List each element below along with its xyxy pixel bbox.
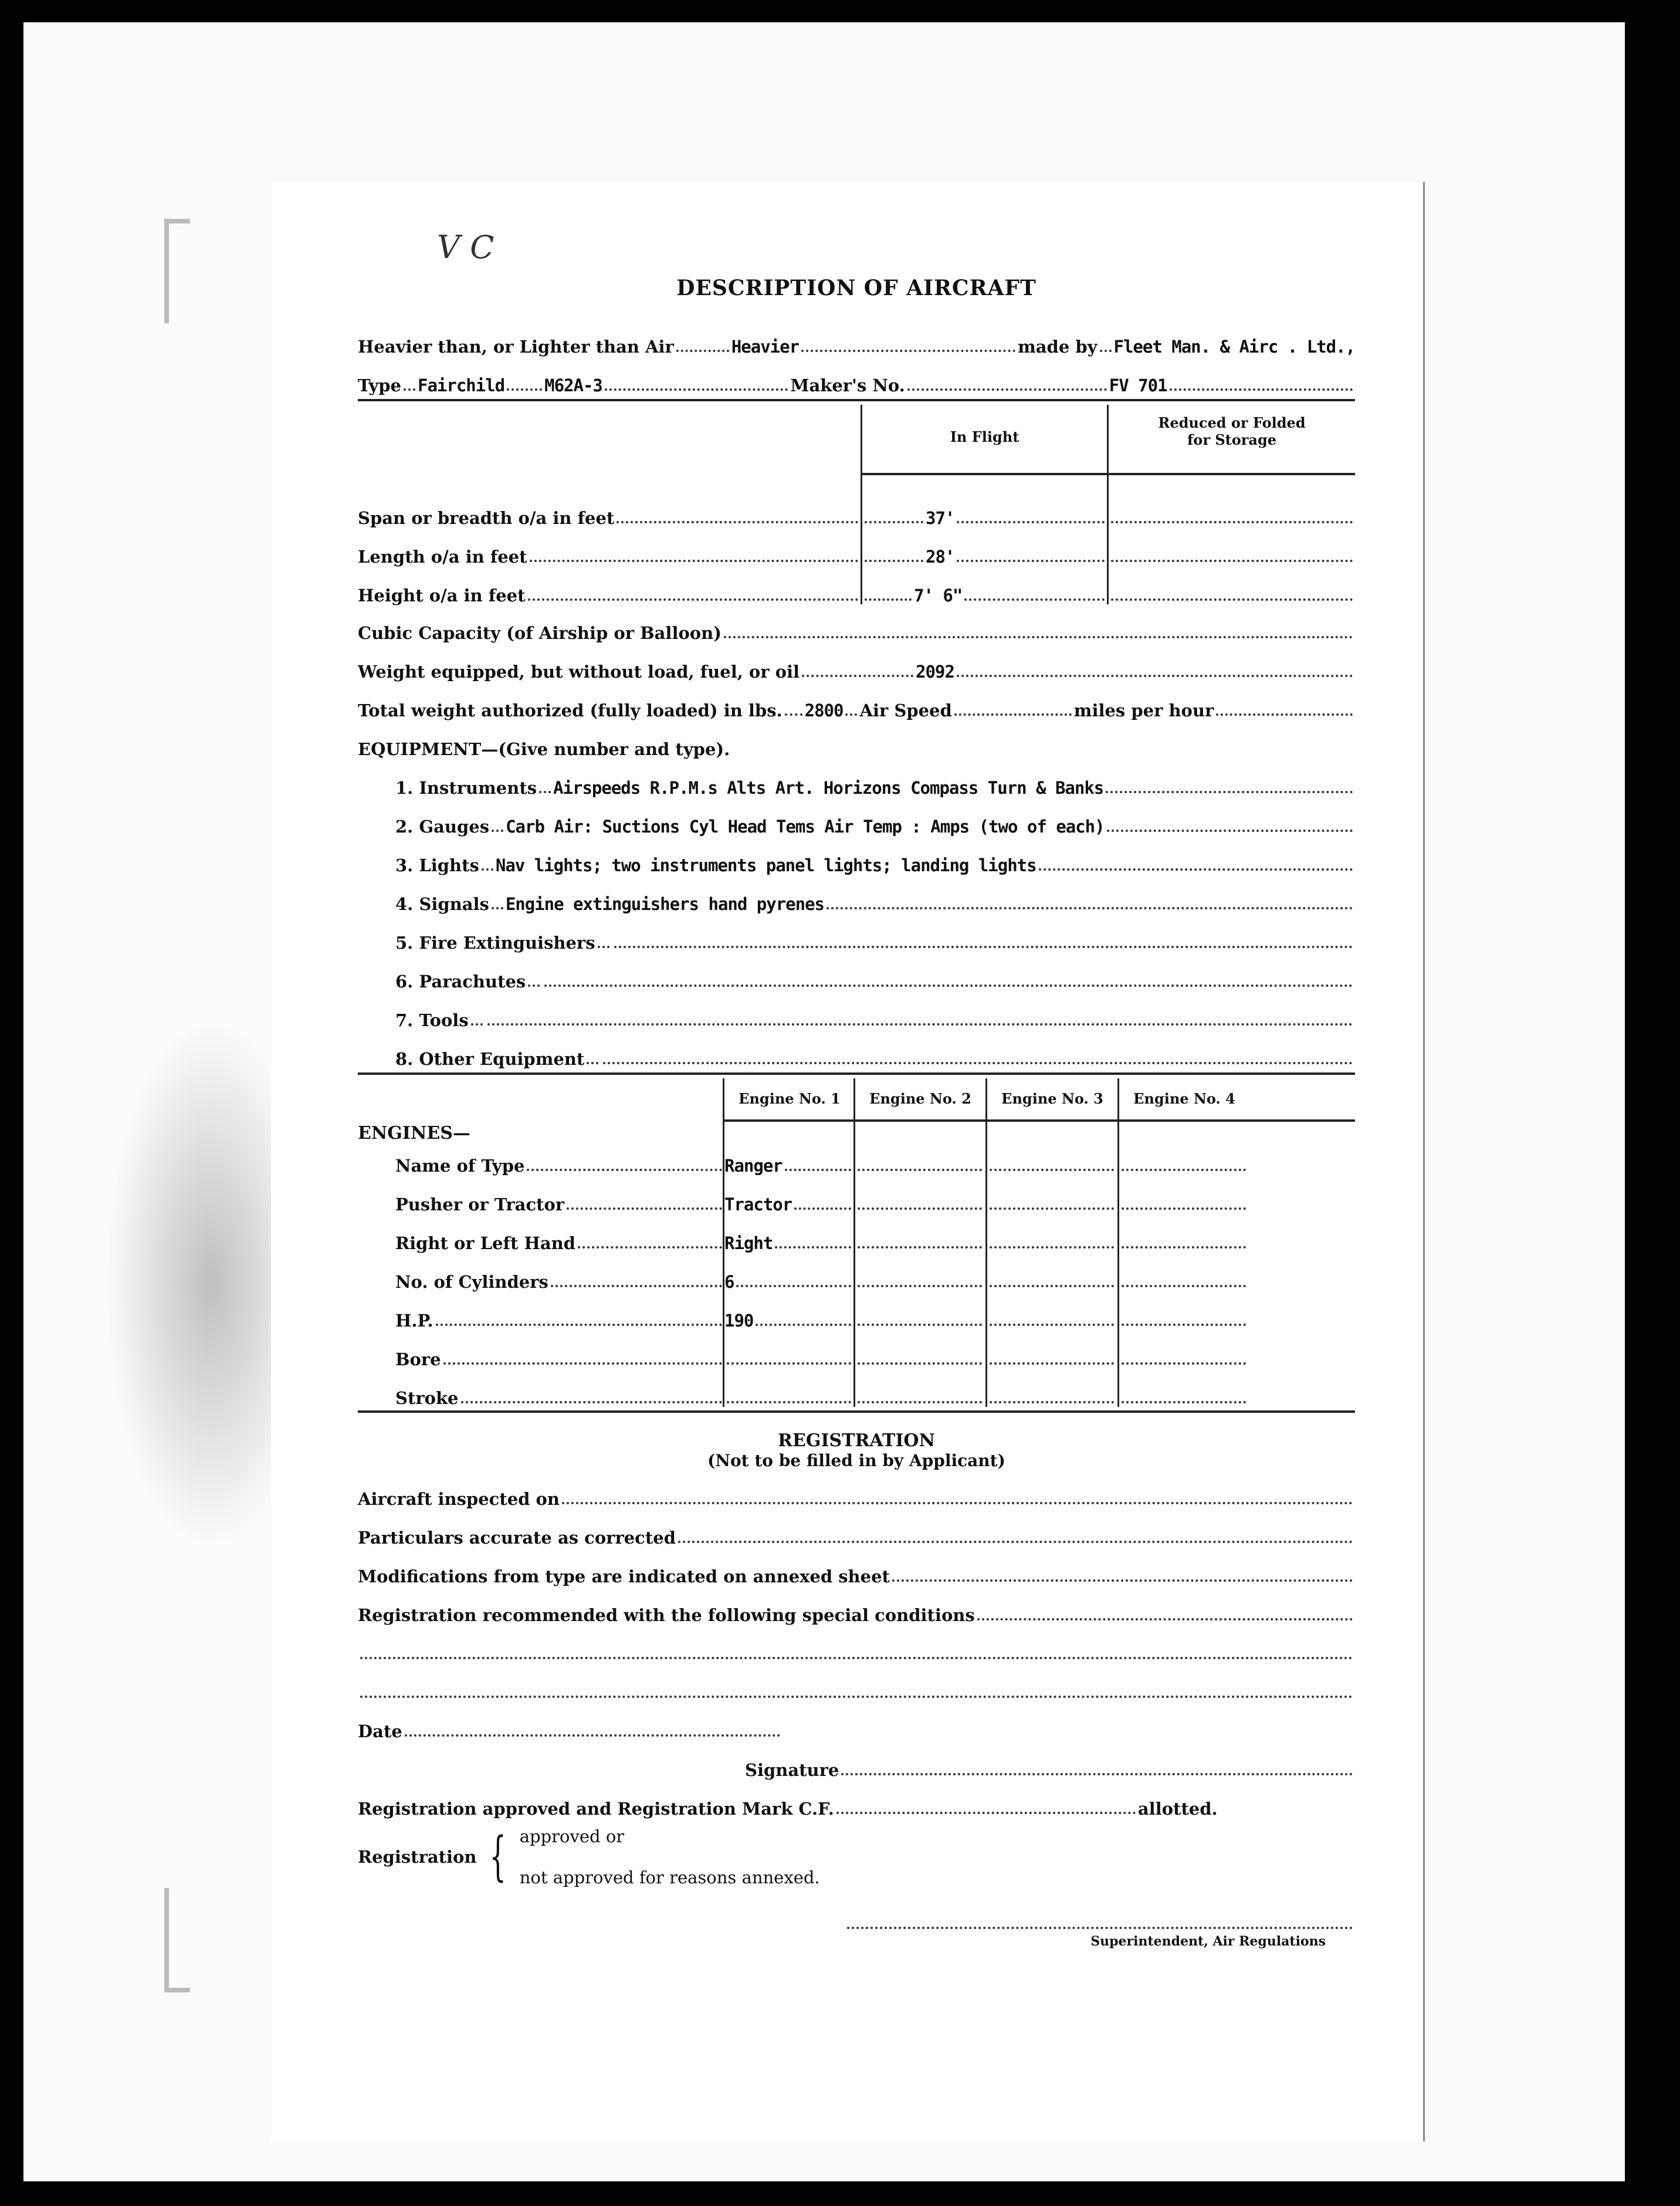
equipment-row [358,759,1355,798]
crop-mark-top-left [164,219,190,323]
type-row [358,357,1355,395]
equipment-heading-row [358,720,1355,759]
form-title: DESCRIPTION OF AIRCRAFT [676,276,1037,300]
engine-cell[interactable] [987,1146,1116,1176]
dot-leader [530,560,858,562]
equipment-row [358,837,1355,875]
dot-leader [957,675,1353,677]
dim-row-length [358,537,1355,567]
weight-equipped-row [358,643,1355,682]
dot-leader [443,1362,722,1365]
dot-leader [1122,1401,1246,1403]
equipment-list [358,759,1355,1069]
dot-leader [487,1023,1353,1026]
cubic-capacity-field[interactable] [724,636,1353,638]
dot-leader [528,984,540,987]
dot-leader [598,946,609,948]
superintendent-line [358,1895,1355,1934]
engines-heading: ENGINES— [358,1123,470,1143]
equipment-field[interactable]: Engine extinguishers hand pyrenes [505,894,824,914]
engine-row-label: Right or Left Hand [395,1233,576,1253]
dot-leader [785,1169,851,1171]
engine-cell[interactable] [855,1340,984,1369]
conditions-field-2[interactable] [360,1696,1353,1698]
engine-cell[interactable] [1119,1185,1248,1214]
engine-cell[interactable] [855,1146,984,1176]
heavier-field[interactable]: Heavier [731,337,800,357]
dot-leader [471,1023,483,1026]
registration-subheading: (Not to be filled in by Applicant) [707,1451,1005,1470]
crop-mark-bottom-left [164,1888,190,1992]
engine-cell[interactable] [724,1379,853,1408]
engine-cell[interactable] [855,1263,984,1292]
engine-value[interactable]: 6 [724,1272,734,1292]
dot-leader [1122,1362,1246,1365]
equipment-row [358,992,1355,1030]
approved-option[interactable]: approved or [519,1826,625,1846]
dot-leader [436,1324,722,1326]
engines-table [358,1078,1355,1407]
dot-leader [865,560,923,562]
dot-leader [785,713,802,716]
superintendent-signature-field[interactable] [847,1927,1353,1929]
weight-equipped-label: Weight equipped, but without load, fuel, or oil [358,662,800,682]
recommended-label: Registration recommended with the following special conditions [358,1605,975,1625]
inspected-label: Aircraft inspected on [358,1489,560,1509]
dot-leader [858,1246,982,1249]
engine-value[interactable]: Ranger [724,1156,783,1176]
dot-leader [507,388,542,391]
equipment-row [358,953,1355,992]
handwritten-mark: V C [437,229,494,266]
length-in-flight-field[interactable]: 28' [926,547,955,567]
length-reduced-field[interactable] [1111,560,1353,562]
accurate-row [358,1509,1355,1548]
dot-leader [587,1062,598,1064]
dot-leader [1100,350,1112,352]
dot-leader [1122,1285,1246,1287]
dot-leader [957,521,1105,523]
dot-leader [775,1246,851,1249]
dot-leader [614,946,1353,948]
engine-cell[interactable] [724,1224,853,1253]
divider [724,1119,1355,1122]
dot-leader [990,1401,1114,1403]
dot-leader [858,1401,982,1403]
dot-leader [617,521,858,523]
engine-cell[interactable] [987,1301,1116,1331]
engine-cell[interactable] [855,1185,984,1214]
total-weight-row [358,682,1355,720]
engine-row-label: No. of Cylinders [395,1272,548,1292]
col-in-flight: In Flight [950,428,1019,445]
dim-label: Length o/a in feet [358,547,527,567]
engine-cell[interactable] [987,1379,1116,1408]
type-label: Type [358,375,401,395]
engine-cell[interactable] [987,1185,1116,1214]
dot-leader [1216,713,1353,716]
engine-cell[interactable] [1119,1301,1248,1331]
dot-leader [990,1169,1114,1171]
modifications-field[interactable] [892,1579,1353,1582]
equipment-label: 5. Fire Extinguishers [395,933,595,953]
dim-label: Span or breadth o/a in feet [358,508,615,528]
equipment-label: 7. Tools [395,1010,469,1030]
engine-cell[interactable] [724,1340,853,1369]
engine-row [395,1185,724,1214]
signature-row [358,1741,1355,1780]
dot-leader [990,1285,1114,1287]
dot-leader [794,1207,851,1210]
dot-leader [404,388,415,391]
dot-leader [527,1169,722,1171]
registration-heading: REGISTRATION [778,1430,935,1451]
signature-label: Signature [745,1760,839,1780]
dot-leader [845,713,857,716]
engine-cell[interactable] [855,1301,984,1331]
dot-leader [605,388,788,391]
engine-cell[interactable] [1119,1263,1248,1292]
engine-column-header: Engine No. 1 [739,1090,841,1107]
dot-leader [865,598,912,601]
col-reduced-line1: Reduced or Folded [1158,414,1306,431]
engine-row-label: Bore [395,1349,441,1369]
equipment-field[interactable]: Airspeeds R.P.M.s Alts Art. Horizons Compass Turn & Banks [553,778,1104,798]
made-by-field[interactable]: Fleet Man. & Airc . Ltd., [1113,337,1355,357]
dot-leader [492,907,503,909]
engine-row-label: Pusher or Tractor [395,1195,565,1214]
accurate-label: Particulars accurate as corrected [358,1528,676,1548]
engine-row [395,1224,724,1253]
equipment-field[interactable]: Nav lights; two instruments panel lights; landing lights [495,855,1037,875]
dot-leader [603,1062,1353,1064]
heavier-row [358,318,1355,357]
divider [358,399,1355,401]
conditions-line-2 [358,1664,1355,1703]
engine-row-label: H.P. [395,1311,433,1331]
approved-mark-label: Registration approved and Registration Mark C.F. [358,1799,834,1819]
dot-leader [990,1324,1114,1326]
registration-decision [358,1819,1355,1895]
engine-row [395,1263,724,1292]
cubic-capacity-label: Cubic Capacity (of Airship or Balloon) [358,623,722,643]
equipment-row [358,1030,1355,1069]
equipment-heading: EQUIPMENT—(Give number and type). [358,739,730,759]
dot-leader [1107,830,1353,832]
divider [862,473,1355,475]
engine-cell[interactable] [724,1185,853,1214]
dot-leader [756,1324,851,1326]
dot-leader [544,984,1353,987]
signature-field[interactable] [841,1773,1353,1775]
dot-leader [551,1285,722,1287]
engine-row-label: Name of Type [395,1156,525,1176]
mph-label: miles per hour [1073,701,1214,720]
total-weight-field[interactable]: 2800 [804,701,844,720]
engine-cell[interactable] [1119,1224,1248,1253]
engine-row-label: Stroke [395,1388,459,1408]
registration-mark-field[interactable] [836,1812,1136,1814]
inspected-field[interactable] [562,1502,1353,1504]
dot-leader [567,1207,722,1210]
engine-row [395,1340,724,1369]
modifications-row [358,1548,1355,1586]
engine-cell[interactable] [1119,1379,1248,1408]
dot-leader [482,868,493,871]
date-label: Date [358,1721,402,1741]
engine-value[interactable]: 190 [724,1311,754,1331]
dot-leader [858,1169,982,1171]
dot-leader [957,560,1105,562]
approved-mark-row [358,1780,1355,1819]
engine-row [395,1301,724,1331]
made-by-label: made by [1018,337,1098,357]
accurate-field[interactable] [678,1541,1353,1543]
type-model-field[interactable]: M62A-3 [544,375,602,395]
total-weight-label: Total weight authorized (fully loaded) in lbs. [358,701,783,720]
dot-leader [727,1401,851,1403]
dot-leader [964,598,1105,601]
dot-leader [1122,1207,1246,1210]
engine-cell[interactable] [987,1340,1116,1369]
dot-leader [1122,1169,1246,1171]
engine-value[interactable]: Tractor [724,1195,792,1214]
equipment-field[interactable]: Carb Air: Suctions Cyl Head Tems Air Temp : Amps (two of each) [506,817,1105,837]
engine-cell[interactable] [1119,1340,1248,1369]
dot-leader [907,388,1107,391]
dot-leader [802,675,913,677]
modifications-label: Modifications from type are indicated on annexed sheet [358,1566,890,1586]
allotted-label: allotted. [1137,1799,1218,1819]
dot-leader [858,1362,982,1365]
engine-cell[interactable] [855,1379,984,1408]
registration-label: Registration [358,1847,477,1867]
recommended-row [358,1586,1355,1625]
engine-cell[interactable] [724,1146,853,1176]
engine-cell[interactable] [987,1263,1116,1292]
dimensions-table [358,405,1355,604]
dot-leader [1039,868,1353,871]
dot-leader [858,1324,982,1326]
equipment-row [358,875,1355,914]
makers-no-label: Maker's No. [790,375,905,395]
engine-value[interactable]: Right [724,1233,773,1253]
engine-cell[interactable] [1119,1146,1248,1176]
dim-label: Height o/a in feet [358,586,526,605]
equipment-label: 8. Other Equipment [395,1049,585,1069]
dim-row-span [358,499,1355,528]
engine-column-header: Engine No. 4 [1133,1090,1235,1107]
inspected-row [358,1470,1355,1509]
air-speed-field[interactable] [954,713,1072,716]
dot-leader [727,1362,851,1365]
equipment-label: 2. Gauges [395,817,490,837]
dot-leader [578,1246,722,1249]
dot-leader [461,1401,722,1403]
brace-icon: { [489,1826,507,1887]
weight-equipped-field[interactable]: 2092 [916,662,954,682]
dot-leader [865,521,923,523]
date-row [358,1703,1355,1741]
not-approved-option[interactable]: not approved for reasons annexed. [519,1867,820,1887]
dot-leader [1170,388,1353,391]
makers-no-field[interactable]: FV 701 [1109,375,1167,395]
dot-leader [990,1246,1114,1249]
dot-leader [676,350,729,352]
engine-column-header: Engine No. 2 [869,1090,971,1107]
dot-leader [1122,1246,1246,1249]
equipment-label: 1. Instruments [395,778,537,798]
date-field[interactable] [405,1734,780,1737]
recommended-field[interactable] [977,1618,1353,1620]
span-in-flight-field[interactable]: 37' [926,508,955,528]
dot-leader [858,1285,982,1287]
superintendent-label: Superintendent, Air Regulations [1090,1934,1326,1949]
conditions-field-1[interactable] [360,1657,1353,1659]
divider [358,1410,1355,1413]
dot-leader [492,830,503,832]
engine-row [395,1379,724,1408]
equipment-label: 4. Signals [395,894,489,914]
type-field[interactable]: Fairchild [417,375,505,395]
equipment-row [358,914,1355,953]
equipment-row [358,798,1355,837]
dot-leader [801,350,1015,352]
conditions-line-1 [358,1625,1355,1664]
engine-row [395,1146,724,1176]
height-reduced-field[interactable] [1111,598,1353,601]
aircraft-description-form [358,276,1355,1949]
equipment-label: 6. Parachutes [395,972,526,992]
dot-leader [827,907,1353,909]
engine-cell[interactable] [855,1224,984,1253]
col-reduced [1109,414,1355,448]
engine-cell[interactable] [724,1263,853,1292]
cubic-capacity-row [358,604,1355,643]
dot-leader [539,791,551,793]
dot-leader [858,1207,982,1210]
dot-leader [1106,791,1353,793]
dot-leader [990,1362,1114,1365]
air-speed-label: Air Speed [859,701,952,720]
height-in-flight-field[interactable]: 7' 6" [914,586,963,605]
heavier-label: Heavier than, or Lighter than Air [358,337,674,357]
dot-leader [736,1285,851,1287]
span-reduced-field[interactable] [1111,521,1353,523]
dot-leader [990,1207,1114,1210]
dot-leader [528,598,858,601]
dim-row-height [358,576,1355,605]
dot-leader [1122,1324,1246,1326]
equipment-label: 3. Lights [395,855,479,875]
engine-cell[interactable] [987,1224,1116,1253]
divider [358,1072,1355,1075]
engine-cell[interactable] [724,1301,853,1331]
col-reduced-line2: for Storage [1187,431,1276,448]
engine-column-header: Engine No. 3 [1001,1090,1103,1107]
